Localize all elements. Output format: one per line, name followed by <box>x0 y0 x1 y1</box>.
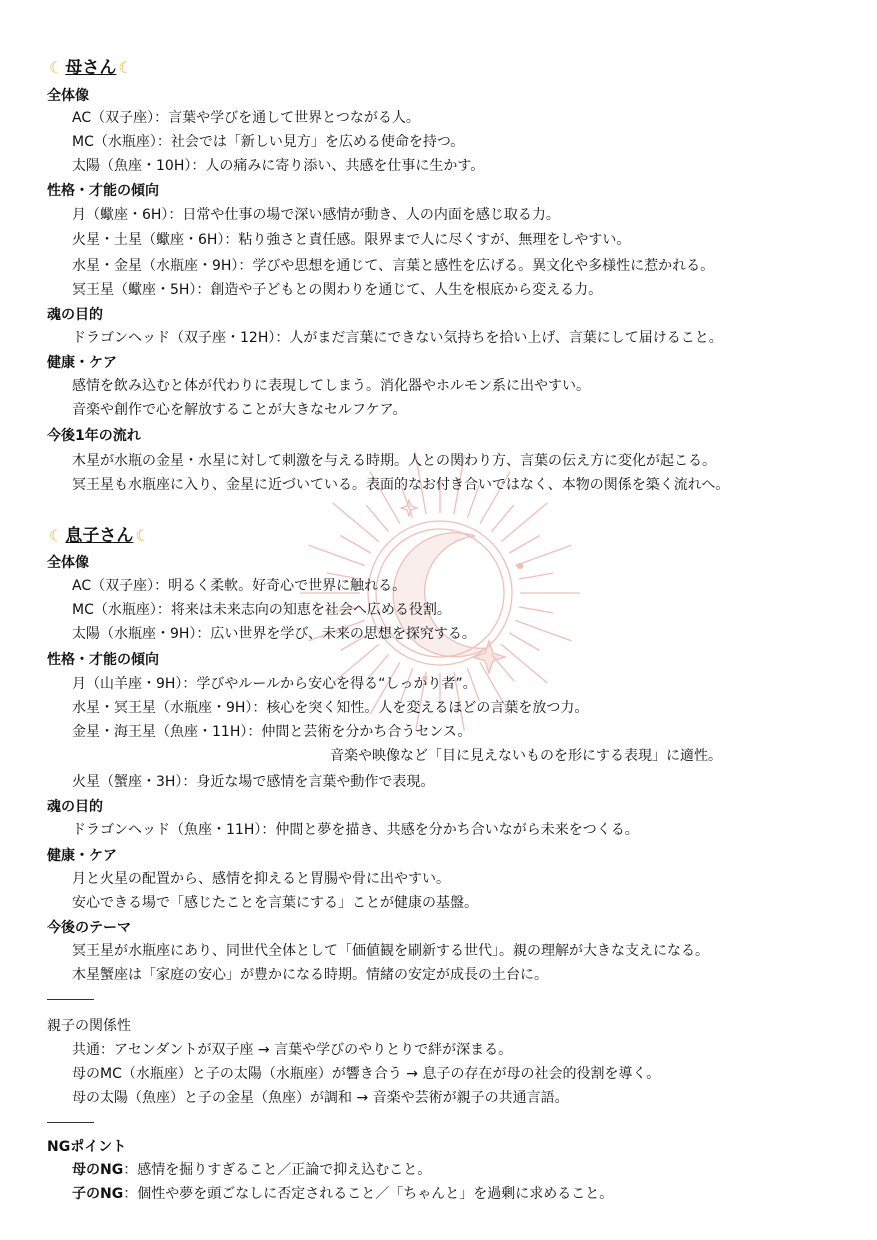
ng-heading: NGポイント <box>47 1139 127 1155</box>
watermark-ray <box>509 633 539 651</box>
relation-item: 母の太陽（魚座）と子の金星（魚座）が調和 → 音楽や芸術が親子の共通言語。 <box>72 1090 569 1106</box>
watermark-ray <box>366 505 388 532</box>
watermark-ray <box>519 573 553 579</box>
mother-heading-personality: 性格・才能の傾向 <box>47 183 159 199</box>
mother-heading-purpose: 魂の目的 <box>47 307 103 323</box>
relation-heading: 親子の関係性 <box>47 1018 131 1034</box>
watermark-ray <box>515 545 571 566</box>
son-overview-item: MC（水瓶座）：将来は未来志向の知恵を社会へ広める役割。 <box>72 602 451 618</box>
mother-title: ☾ 母さん ☾ <box>49 58 133 78</box>
mother-personality-item: 水星・金星（水瓶座・9H）：学びや思想を通じて、言葉と感性を広げる。異文化や多様性に惹かれる。 <box>72 258 715 274</box>
son-heading-personality: 性格・才能の傾向 <box>47 652 159 668</box>
mother-heading-health: 健康・ケア <box>47 355 117 371</box>
relation-item: 母のMC（水瓶座）と子の太陽（水瓶座）が響き合う → 息子の存在が母の社会的役割を導く。 <box>72 1066 661 1082</box>
mother-overview-item: AC（双子座）：言葉や学びを通して世界とつながる人。 <box>72 110 420 126</box>
watermark-ray <box>333 503 379 542</box>
son-health-item: 月と火星の配置から、感情を抑えると胃腸や骨に出やすい。 <box>72 871 450 887</box>
son-personality-item: 音楽や映像など「目に見えないものを形にする表現」に適性。 <box>330 748 722 764</box>
watermark-ray <box>509 536 539 554</box>
watermark-ray <box>340 536 370 554</box>
crescent-moon-icon: ☾ <box>135 526 150 545</box>
mother-year-item: 木星が水瓶の金星・水星に対して刺激を与える時期。人との関わり方、言葉の伝え方に変化が起こる。 <box>72 453 716 469</box>
crescent-moon-icon: ☾ <box>49 58 64 77</box>
mother-personality-item: 月（蠍座・6H）：日常や仕事の場で深い感情が動き、人の内面を感じ取る力。 <box>72 207 560 223</box>
son-purpose-item: ドラゴンヘッド（魚座・11H）：仲間と夢を描き、共感を分かち合いながら未来をつくる。 <box>72 822 639 838</box>
mother-purpose-item: ドラゴンヘッド（双子座・12H）：人がまだ言葉にできない気持ちを拾い上げ、言葉にして届けること。 <box>72 330 723 346</box>
watermark-ray <box>519 607 553 613</box>
ng-label: 子のNG <box>72 1186 124 1202</box>
mother-heading-year: 今後1年の流れ <box>47 428 141 444</box>
ng-text: ：感情を掘りすぎること／正論で抑え込むこと。 <box>123 1162 432 1178</box>
mother-overview-item: MC（水瓶座）：社会では「新しい見方」を広める使命を持つ。 <box>72 134 465 150</box>
mother-heading-overview: 全体像 <box>47 88 89 104</box>
son-personality-item: 水星・冥王星（水瓶座・9H）：核心を突く知性。人を変えるほどの言葉を放つ力。 <box>72 700 589 716</box>
son-overview-item: AC（双子座）：明るく柔軟。好奇心で世界に触れる。 <box>72 578 407 594</box>
ng-item-son <box>72 1184 613 1204</box>
son-heading-purpose: 魂の目的 <box>47 799 103 815</box>
son-personality-item: 金星・海王星（魚座・11H）：仲間と芸術を分かち合うセンス。 <box>72 724 472 740</box>
son-heading-overview: 全体像 <box>47 555 89 571</box>
mother-year-item: 冥王星も水瓶座に入り、金星に近づいている。表面的なお付き合いではなく、本物の関係を築く流れへ。 <box>72 477 730 493</box>
son-health-item: 安心できる場で「感じたことを言葉にする」ことが健康の基盤。 <box>72 895 478 911</box>
son-overview-item: 太陽（水瓶座・9H）：広い世界を学び、未来の思想を探究する。 <box>72 626 476 642</box>
divider <box>47 999 94 1000</box>
son-personality-item: 月（山羊座・9H）：学びやルールから安心を得る“しっかり者”。 <box>72 676 477 692</box>
crescent-moon-icon: ☾ <box>49 526 64 545</box>
relation-item: 共通：アセンダントが双子座 → 言葉や学びのやりとりで絆が深まる。 <box>72 1042 513 1058</box>
watermark-ray <box>515 620 571 641</box>
ng-item-mother <box>72 1160 431 1180</box>
son-title: ☾ 息子さん ☾ <box>49 526 150 546</box>
son-heading-health: 健康・ケア <box>47 848 117 864</box>
mother-overview-item: 太陽（魚座・10H）：人の痛みに寄り添い、共感を仕事に生かす。 <box>72 158 485 174</box>
son-theme-item: 冥王星が水瓶座にあり、同世代全体として「価値観を刷新する世代」。親の理解が大きな支えになる。 <box>72 943 709 959</box>
watermark-ray <box>308 545 364 566</box>
mother-personality-item: 火星・土星（蠍座・6H）：粘り強さと責任感。限界まで人に尽くすが、無理をしやすい。 <box>72 232 631 248</box>
mother-health-item: 感情を飲み込むと体が代わりに表現してしまう。消化器やホルモン系に出やすい。 <box>72 378 590 394</box>
watermark-ray <box>501 644 547 683</box>
watermark-ray <box>501 503 547 542</box>
watermark-ray <box>491 505 513 532</box>
mother-personality-item: 冥王星（蠍座・5H）：創造や子どもとの関わりを通じて、人生を根底から変える力。 <box>72 282 603 298</box>
ng-label: 母のNG <box>72 1162 124 1178</box>
divider <box>47 1122 94 1123</box>
son-heading-theme: 今後のテーマ <box>47 920 131 936</box>
son-theme-item: 木星蟹座は「家庭の安心」が豊かになる時期。情緒の安定が成長の土台に。 <box>72 967 548 983</box>
crescent-moon-icon: ☾ <box>118 58 133 77</box>
son-personality-item: 火星（蟹座・3H）：身近な場で感情を言葉や動作で表現。 <box>72 774 435 790</box>
mother-health-item: 音楽や創作で心を解放することが大きなセルフケア。 <box>72 402 407 418</box>
ng-text: ：個性や夢を頭ごなしに否定されること／「ちゃんと」を過剰に求めること。 <box>123 1186 614 1202</box>
